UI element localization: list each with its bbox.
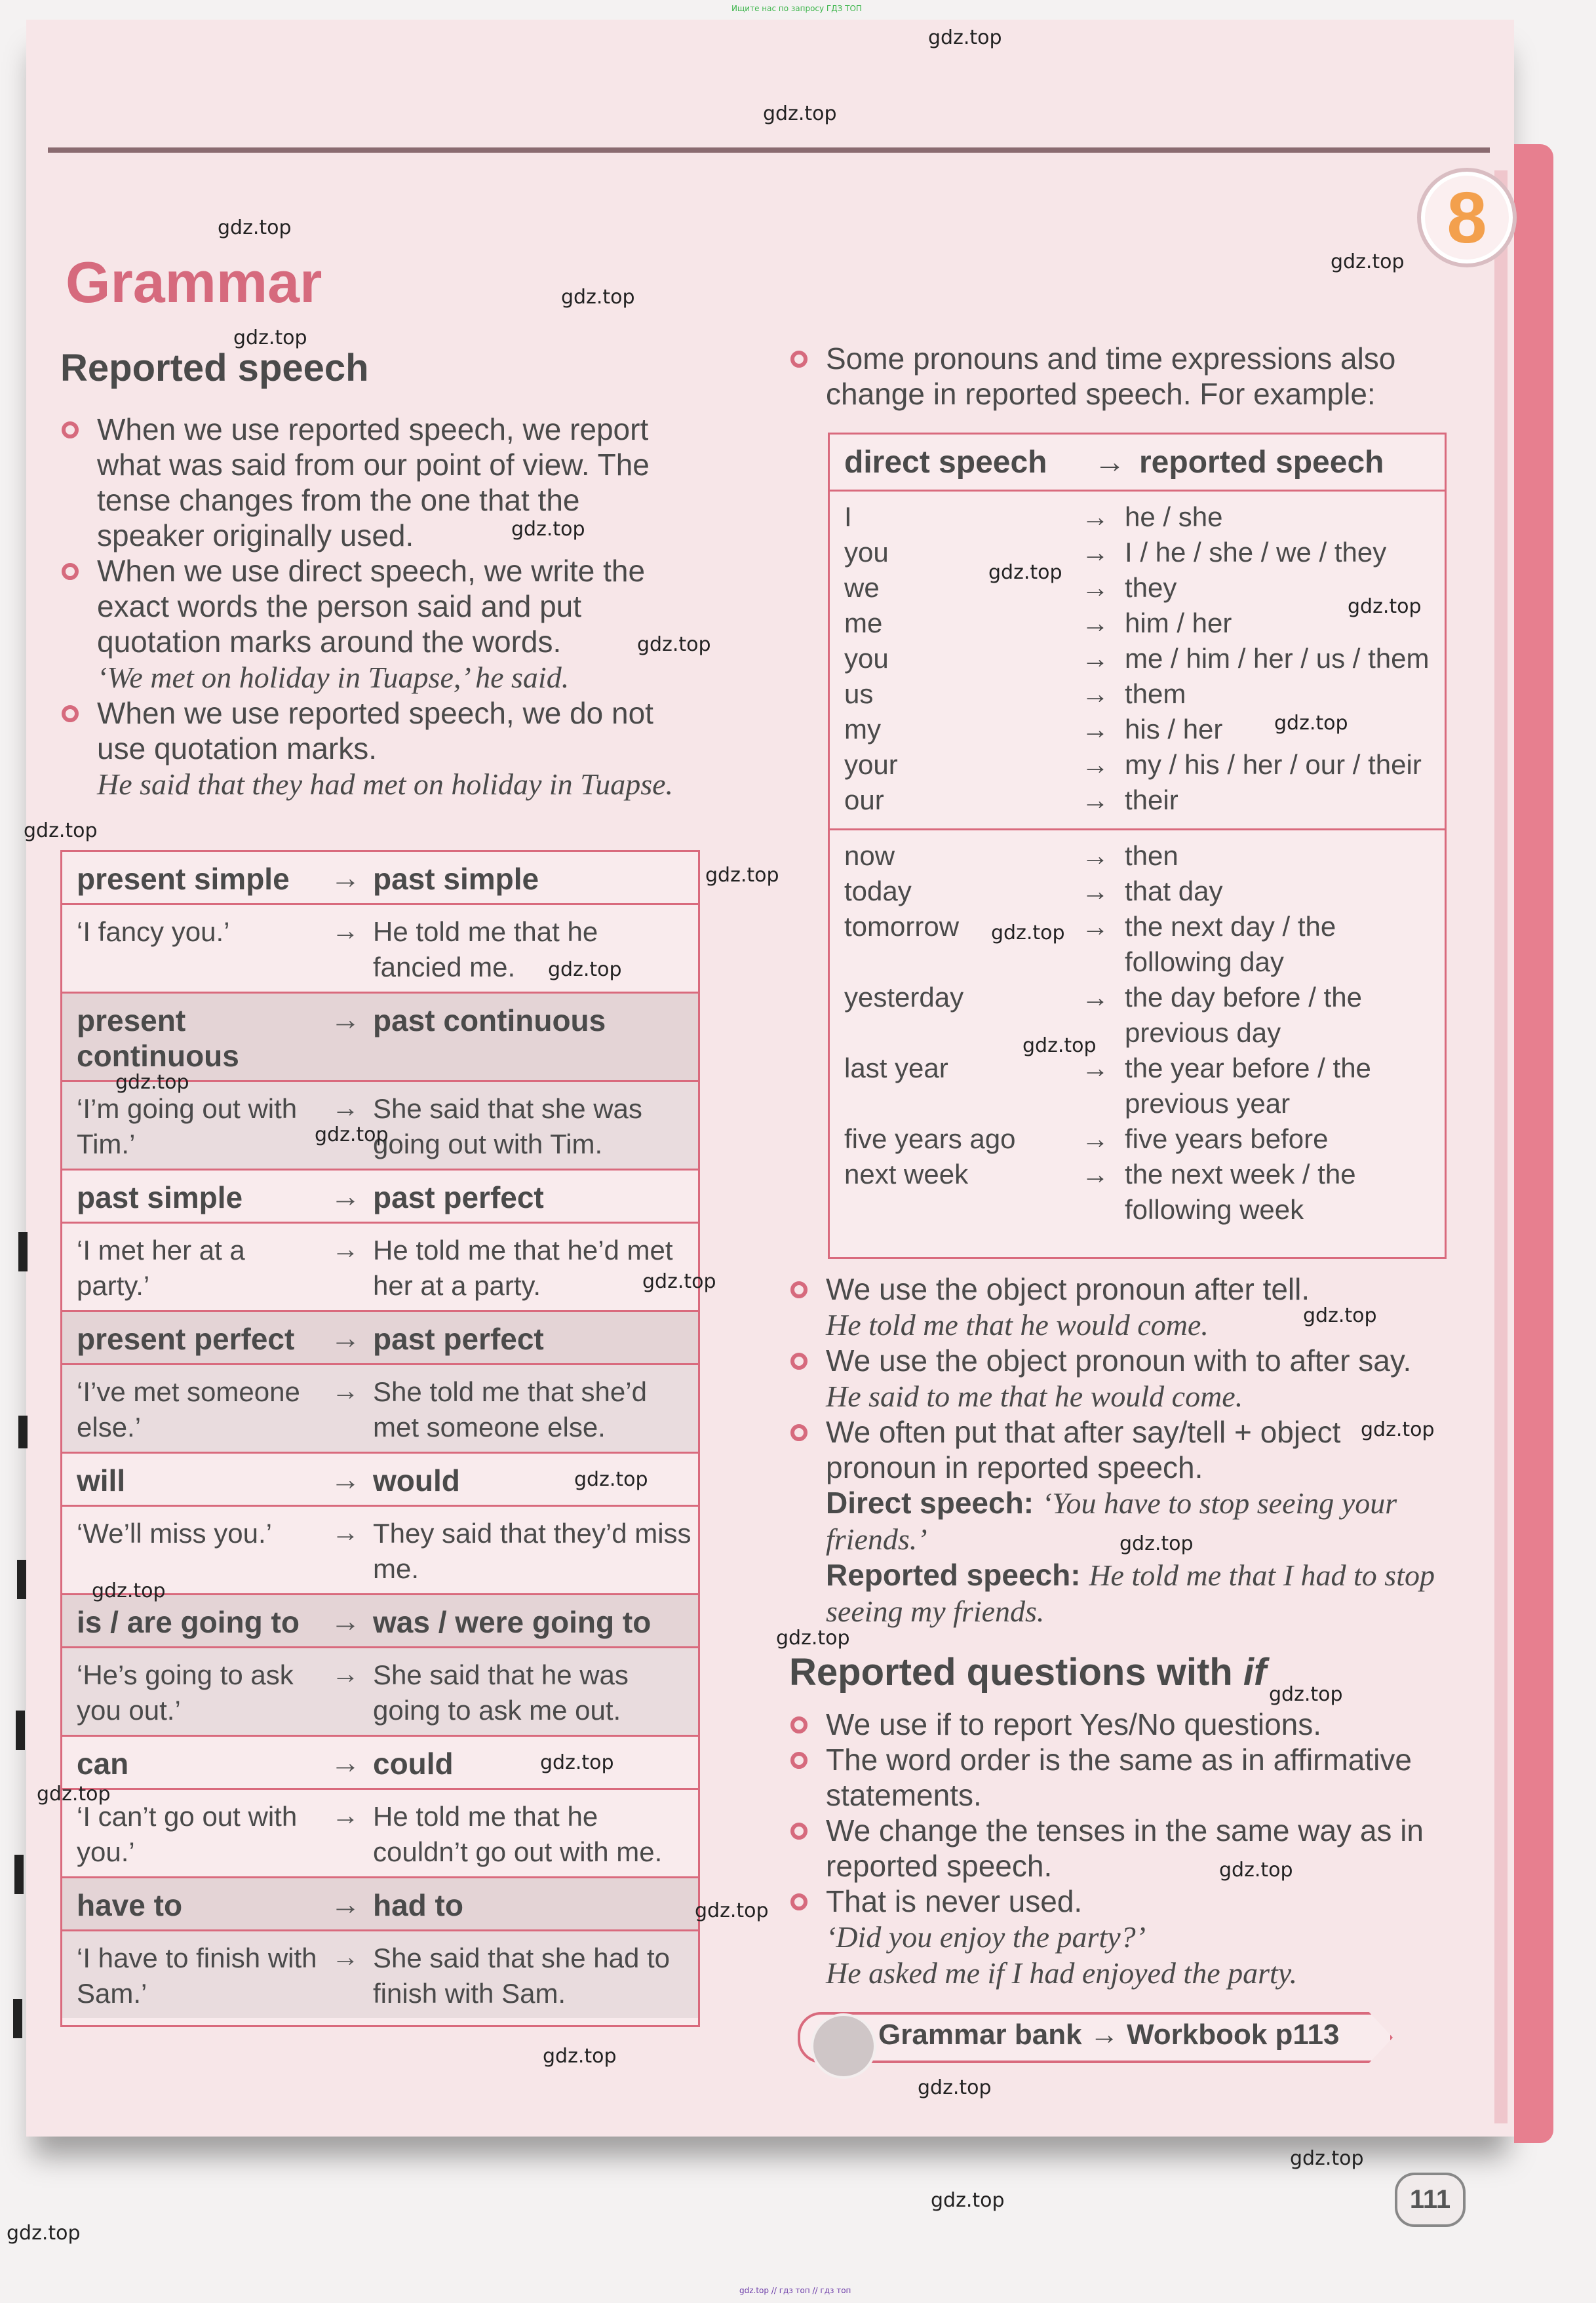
arrow-icon: →: [1081, 911, 1109, 942]
direct-form: you: [844, 537, 889, 568]
bullet-item: [60, 412, 690, 553]
pronoun-row: [830, 783, 1445, 818]
spine-mark: [17, 1560, 26, 1599]
tense-to: past perfect: [373, 1322, 544, 1356]
watermark-text: gdz.top: [1290, 2147, 1364, 2170]
watermark-text: gdz.top: [776, 1627, 850, 1650]
pronoun-row: [830, 747, 1445, 783]
watermark-text: gdz.top: [1331, 250, 1405, 273]
watermark-text: gdz.top: [1303, 1304, 1377, 1327]
tense-row-example: [62, 1222, 698, 1310]
watermark-text: gdz.top: [561, 286, 635, 309]
question-example: ‘Did you enjoy the party?’: [826, 1920, 1146, 1954]
watermark-text: gdz.top: [695, 1899, 769, 1922]
reported-form: then: [1125, 840, 1178, 871]
tense-to: past continuous: [373, 1003, 606, 1037]
arrow-icon: →: [1081, 678, 1109, 709]
bullet-item: [789, 1884, 1445, 1991]
arrow-icon: →: [330, 1179, 360, 1213]
arrow-icon: →: [332, 1517, 359, 1547]
reported-speech-label: Reported speech:: [826, 1558, 1081, 1592]
arrow-icon: →: [330, 1462, 360, 1496]
pronoun-row: [830, 499, 1445, 535]
header-reported: reported speech: [1139, 444, 1384, 480]
bullet-text: Some pronouns and time expressions also change in reported speech. For example:: [826, 341, 1396, 411]
unit-badge: 8: [1417, 168, 1517, 267]
pronoun-time-table: [828, 433, 1447, 1259]
tense-from: will: [77, 1463, 126, 1498]
header-rule: [48, 147, 1490, 153]
arrow-icon: →: [332, 1800, 359, 1830]
bullet-example: ‘We met on holiday in Tuapse,’ he said.: [97, 661, 570, 694]
tense-from: present simple: [77, 862, 290, 896]
reported-form: he / she: [1125, 501, 1223, 532]
arrow-icon: →: [1081, 982, 1109, 1013]
bullet-text: When we use reported speech, we report what was said from our point of view. The tense changes from the one that the speaker originally used.: [97, 412, 650, 552]
tense-change-table: [60, 850, 700, 2027]
pronoun-row: [830, 1051, 1445, 1121]
tense-from: present continuous: [77, 1003, 239, 1073]
bullet-text: The word order is the same as in affirmative statements.: [826, 1743, 1412, 1812]
reported-questions-bullets: [789, 1707, 1445, 1991]
arrow-icon: →: [1081, 537, 1109, 568]
tense-row-header: [62, 1169, 698, 1222]
bullet-item: [789, 341, 1438, 412]
reported-form: that day: [1125, 876, 1223, 906]
bullet-item: [789, 1343, 1445, 1414]
reported-speech-example: He told me that I had to stop seeing my friends.: [826, 1558, 1435, 1628]
direct-speech-label: Direct speech:: [826, 1486, 1034, 1520]
watermark-text: gdz.top: [1219, 1859, 1293, 1882]
watermark-text: gdz.top: [315, 1123, 389, 1146]
arrow-icon: →: [1081, 608, 1109, 638]
watermark-text: gdz.top: [1269, 1683, 1343, 1706]
tense-from: past simple: [77, 1180, 243, 1214]
tense-row-example: [62, 1788, 698, 1876]
reported-form: my / his / her / our / their: [1125, 749, 1422, 780]
bullet-example: He told me that he would come.: [826, 1308, 1209, 1342]
watermark-text: gdz.top: [543, 2045, 617, 2068]
arrow-icon: →: [1081, 1123, 1109, 1154]
example-reported: He told me that he fancied me.: [373, 916, 598, 982]
time-expression-rows: [830, 830, 1445, 1238]
bullet-text: We use the object pronoun after tell.: [826, 1272, 1310, 1306]
example-direct: ‘I fancy you.’: [77, 916, 230, 947]
bullet-text: When we use direct speech, we write the exact words the person said and put quotation marks around the words.: [97, 554, 646, 659]
pronoun-row: [830, 1121, 1445, 1157]
spine-mark: [13, 1999, 22, 2038]
watermark-text: gdz.top: [931, 2189, 1005, 2212]
watermark-text: gdz.top: [918, 2076, 992, 2099]
bullet-text: We use the object pronoun with to after say.: [826, 1344, 1412, 1378]
pronoun-row: [830, 909, 1445, 980]
arrow-icon: →: [330, 1745, 360, 1779]
direct-form: you: [844, 643, 889, 674]
reported-form: me / him / her / us / them: [1125, 643, 1430, 674]
tense-row-example: [62, 1929, 698, 2018]
example-reported: She told me that she’d met someone else.: [373, 1376, 647, 1442]
tense-row-header: [62, 1310, 698, 1363]
pronoun-table-header: [830, 435, 1445, 492]
bullet-text: That is never used.: [826, 1884, 1083, 1918]
direct-form: yesterday: [844, 982, 964, 1013]
watermark-text: gdz.top: [92, 1579, 166, 1602]
tense-to: could: [373, 1747, 454, 1781]
arrow-icon: →: [332, 1233, 359, 1264]
arrow-icon: →: [1081, 1053, 1109, 1083]
direct-form: five years ago: [844, 1123, 1016, 1154]
bullet-example: He said that they had met on holiday in Tuapse.: [97, 767, 674, 801]
arrow-icon: →: [330, 1321, 360, 1355]
example-reported: They said that they’d miss me.: [373, 1518, 691, 1584]
tense-to: past perfect: [373, 1180, 544, 1214]
example-direct: ‘I have to finish with Sam.’: [77, 1943, 317, 2009]
direct-form: tomorrow: [844, 911, 960, 942]
tense-row-example: [62, 1363, 698, 1452]
direct-form: I: [844, 501, 852, 532]
example-reported: He told me that he’d met her at a party.: [373, 1235, 673, 1301]
watermark-text: gdz.top: [540, 1751, 614, 1774]
watermark-text: gdz.top: [642, 1270, 716, 1293]
arrow-icon: →: [1081, 1159, 1109, 1190]
pronoun-row: [830, 874, 1445, 909]
tense-row-example: [62, 1646, 698, 1735]
example-reported: He told me that he couldn’t go out with me.: [373, 1801, 663, 1867]
example-direct: ‘I met her at a party.’: [77, 1235, 245, 1301]
watermark-text: gdz.top: [233, 326, 307, 349]
bullet-text: We use if to report Yes/No questions.: [826, 1707, 1322, 1741]
pronoun-intro: [789, 341, 1438, 412]
pronoun-rows: [830, 492, 1445, 830]
example-direct: ‘I can’t go out with you.’: [77, 1801, 298, 1867]
tense-to: would: [373, 1463, 460, 1498]
watermark-text: gdz.top: [24, 819, 98, 842]
grammar-bank-link[interactable]: Grammar bank → Workbook p113: [878, 2019, 1340, 2051]
reported-form: the day before / the previous day: [1125, 982, 1362, 1048]
arrow-icon: →: [332, 915, 359, 946]
arrow-icon: →: [1094, 444, 1125, 480]
tense-from: present perfect: [77, 1322, 295, 1356]
watermark-text: gdz.top: [37, 1783, 111, 1806]
direct-form: our: [844, 784, 884, 815]
page-title: Grammar: [66, 250, 322, 315]
bullet-example: He said to me that he would come.: [826, 1380, 1243, 1413]
bullet-item: [789, 1707, 1445, 1742]
direct-form: us: [844, 678, 874, 709]
watermark-text: gdz.top: [218, 216, 292, 239]
tense-from: have to: [77, 1888, 183, 1922]
reported-speech-bullets: [60, 412, 690, 802]
example-direct: ‘He’s going to ask you out.’: [77, 1659, 294, 1726]
arrow-icon: →: [1081, 840, 1109, 871]
reported-form: five years before: [1125, 1123, 1329, 1154]
reported-questions-heading: [789, 1650, 1266, 1694]
spine-mark: [16, 1711, 25, 1750]
reported-form: the year before / the previous year: [1125, 1053, 1371, 1119]
spine-mark: [18, 1416, 28, 1448]
watermark-top: Ищите нас по запросу ГДЗ ТОП: [731, 4, 862, 13]
arrow-icon: →: [1081, 876, 1109, 906]
direct-form: your: [844, 749, 898, 780]
arrow-icon: →: [1081, 714, 1109, 745]
bullet-item: [789, 1414, 1445, 1629]
example-reported: She said that she was going out with Tim.: [373, 1093, 642, 1159]
tense-from: is / are going to: [77, 1605, 300, 1639]
watermark-text: gdz.top: [7, 2222, 81, 2245]
watermark-text: gdz.top: [1022, 1034, 1097, 1057]
arrow-icon: →: [1081, 749, 1109, 780]
answer-example: He asked me if I had enjoyed the party.: [826, 1956, 1298, 1990]
arrow-icon: →: [1081, 784, 1109, 815]
arrow-icon: →: [330, 1887, 360, 1921]
heading-emphasis: if: [1243, 1651, 1267, 1693]
pronoun-row: [830, 712, 1445, 747]
heading-text: Reported questions with: [789, 1651, 1233, 1693]
watermark-text: gdz.top: [511, 518, 585, 541]
reported-form: his / her: [1125, 714, 1223, 745]
arrow-icon: →: [1081, 643, 1109, 674]
tense-to: was / were going to: [373, 1605, 652, 1639]
watermark-text: gdz.top: [115, 1071, 189, 1094]
reported-speech-heading: Reported speech: [60, 347, 369, 389]
page-inner-edge: [1494, 170, 1508, 2123]
page-number: 111: [1395, 2173, 1466, 2227]
reported-form: the next day / the following day: [1125, 911, 1336, 977]
reported-form: they: [1125, 572, 1177, 603]
arrow-icon: →: [330, 1604, 360, 1638]
header-direct: direct speech: [844, 444, 1047, 480]
watermark-text: gdz.top: [1361, 1418, 1435, 1441]
bullet-text: When we use reported speech, we do not use quotation marks.: [97, 696, 653, 765]
pronoun-row: [830, 838, 1445, 874]
tense-row-header: [62, 1876, 698, 1929]
bullet-text: We often put that after say/tell + object pronoun in reported speech.: [826, 1415, 1341, 1484]
direct-speech-example: ‘You have to stop seeing your friends.’: [826, 1486, 1397, 1556]
bullet-text: We change the tenses in the same way as in reported speech.: [826, 1813, 1424, 1883]
direct-form: today: [844, 876, 912, 906]
arrow-icon: →: [330, 1002, 360, 1036]
pronoun-row: [830, 641, 1445, 676]
reported-form: the next week / the following week: [1125, 1159, 1356, 1225]
bullet-item: [60, 553, 690, 695]
watermark-text: gdz.top: [1119, 1532, 1194, 1555]
watermark-text: gdz.top: [1348, 595, 1422, 618]
pronoun-row: [830, 980, 1445, 1051]
pronoun-row: [830, 676, 1445, 712]
tense-row-header: [62, 852, 698, 903]
pronoun-row: [830, 535, 1445, 570]
example-direct: ‘We’ll miss you.’: [77, 1518, 272, 1549]
example-reported: She said that he was going to ask me out.: [373, 1659, 629, 1726]
example-reported: She said that she had to finish with Sam.: [373, 1943, 670, 2009]
arrow-icon: →: [332, 1375, 359, 1406]
bullet-item: [789, 1813, 1445, 1884]
tense-from: can: [77, 1747, 129, 1781]
tense-to: had to: [373, 1888, 463, 1922]
pronoun-row: [830, 1157, 1445, 1228]
book-icon: [811, 2013, 876, 2079]
reported-form: I / he / she / we / they: [1125, 537, 1387, 568]
watermark-text: gdz.top: [637, 633, 711, 656]
direct-form: my: [844, 714, 881, 745]
watermark-text: gdz.top: [574, 1468, 648, 1491]
page-edge: [1514, 144, 1553, 2143]
watermark-text: gdz.top: [1274, 712, 1348, 735]
reported-form: their: [1125, 784, 1178, 815]
arrow-icon: →: [332, 1092, 359, 1123]
watermark-text: gdz.top: [763, 102, 837, 125]
watermark-text: gdz.top: [991, 921, 1065, 944]
direct-form: last year: [844, 1053, 948, 1083]
direct-form: now: [844, 840, 895, 871]
example-direct: ‘I’ve met someone else.’: [77, 1376, 300, 1442]
arrow-icon: →: [1081, 572, 1109, 603]
watermark-bottom: gdz.top // гдз топ // гдз топ: [739, 2286, 851, 2295]
watermark-text: gdz.top: [988, 561, 1062, 584]
spine-mark: [18, 1232, 28, 1271]
watermark-text: gdz.top: [548, 958, 622, 981]
example-direct: ‘I’m going out with Tim.’: [77, 1093, 298, 1159]
arrow-icon: →: [332, 1658, 359, 1689]
bullet-item: [60, 695, 690, 802]
reported-form: him / her: [1125, 608, 1232, 638]
reported-form: them: [1125, 678, 1186, 709]
direct-form: next week: [844, 1159, 969, 1190]
tense-to: past simple: [373, 862, 539, 896]
watermark-text: gdz.top: [705, 864, 779, 887]
bullet-item: [789, 1742, 1445, 1813]
arrow-icon: →: [1081, 501, 1109, 532]
direct-form: we: [844, 572, 880, 603]
direct-form: me: [844, 608, 883, 638]
tense-row-header: [62, 992, 698, 1080]
watermark-text: gdz.top: [928, 26, 1002, 49]
arrow-icon: →: [330, 861, 360, 895]
arrow-icon: →: [332, 1941, 359, 1972]
spine-mark: [14, 1855, 24, 1894]
